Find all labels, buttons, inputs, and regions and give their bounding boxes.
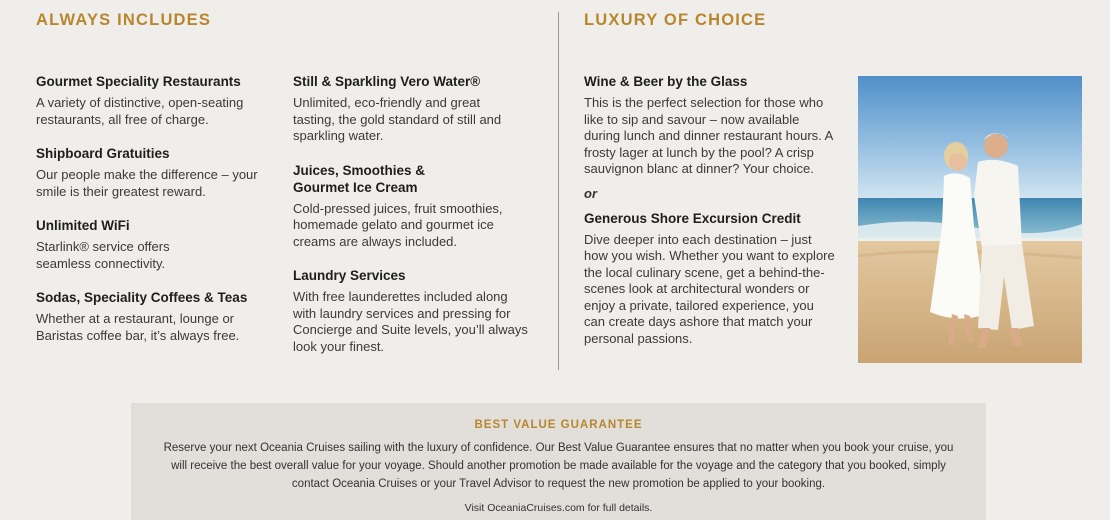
best-value-guarantee-box: [131, 403, 986, 520]
choice-column: [584, 73, 836, 347]
guarantee-footer: Visit OceaniaCruises.com for full details.: [464, 502, 653, 514]
include-item-desc: Starlink® service offers seamless connectivity.: [36, 239, 170, 271]
choice-option-title: Wine & Beer by the Glass: [584, 74, 748, 89]
choice-option-title: Generous Shore Excursion Credit: [584, 210, 801, 226]
include-item-title: Laundry Services: [293, 268, 406, 283]
includes-column-1: [36, 73, 271, 361]
include-item: [36, 217, 271, 272]
guarantee-title: BEST VALUE GUARANTEE: [474, 419, 643, 431]
include-item-desc: With free launderettes included along with laundry services and pressing for Concierge and Suite levels, you’ll always look your finest.: [293, 289, 528, 354]
include-item-desc: Our people make the difference – your smile is their greatest reward.: [36, 167, 258, 199]
luxury-of-choice-heading: LUXURY OF CHOICE: [584, 11, 767, 29]
include-item-desc: Whether at a restaurant, lounge or Baristas coffee bar, it’s always free.: [36, 311, 240, 343]
column-divider: [558, 12, 559, 370]
include-item-title: Shipboard Gratuities: [36, 146, 170, 161]
include-item: [36, 73, 271, 128]
guarantee-body: Reserve your next Oceania Cruises sailing with the luxury of confidence. Our Best Value Guarantee ensures that no matter when you book your cruise, you will receive the best overall value for your voyage. Should another promotion be made available for the voyage and the category that you booked, simply contact Oceania Cruises or your Travel Advisor to request the new promotion be applied to your booking.: [163, 442, 954, 490]
or-separator: or: [584, 185, 597, 201]
include-item-title: Juices, Smoothies & Gourmet Ice Cream: [293, 162, 426, 195]
include-item-desc: A variety of distinctive, open-seating restaurants, all free of charge.: [36, 95, 244, 127]
include-item-desc: Unlimited, eco-friendly and great tasting, the gold standard of still and sparkling water.: [293, 95, 502, 143]
include-item: [36, 289, 271, 344]
include-item: [36, 145, 271, 200]
include-item-title: Gourmet Speciality Restaurants: [36, 74, 241, 89]
includes-column-2: [293, 73, 533, 372]
choice-option-wine: [584, 73, 836, 178]
beach-couple-photo: [858, 76, 1082, 363]
include-item-title: Still & Sparkling Vero Water®: [293, 74, 481, 89]
choice-option-excursion: [584, 210, 836, 348]
choice-option-desc: This is the perfect selection for those who like to sip and savour – now available during lunch and dinner restaurant hours. A frosty lager at lunch by the pool? A crisp sauvignon blanc at dinner? Your choice.: [584, 95, 833, 176]
always-includes-heading: ALWAYS INCLUDES: [36, 11, 212, 29]
include-item: [293, 162, 533, 251]
include-item-title: Sodas, Speciality Coffees & Teas: [36, 290, 248, 305]
include-item: [293, 267, 533, 355]
choice-option-desc: Dive deeper into each destination – just how you wish. Whether you want to explore the local culinary scene, get a behind-the-scenes look at architectural wonders or enjoy a private, tailored experience, you can create days ashore that match your personal passions.: [584, 231, 835, 346]
include-item: [293, 73, 533, 145]
include-item-title: Unlimited WiFi: [36, 218, 130, 233]
include-item-desc: Cold-pressed juices, fruit smoothies, homemade gelato and gourmet ice creams are always included.: [293, 200, 503, 249]
